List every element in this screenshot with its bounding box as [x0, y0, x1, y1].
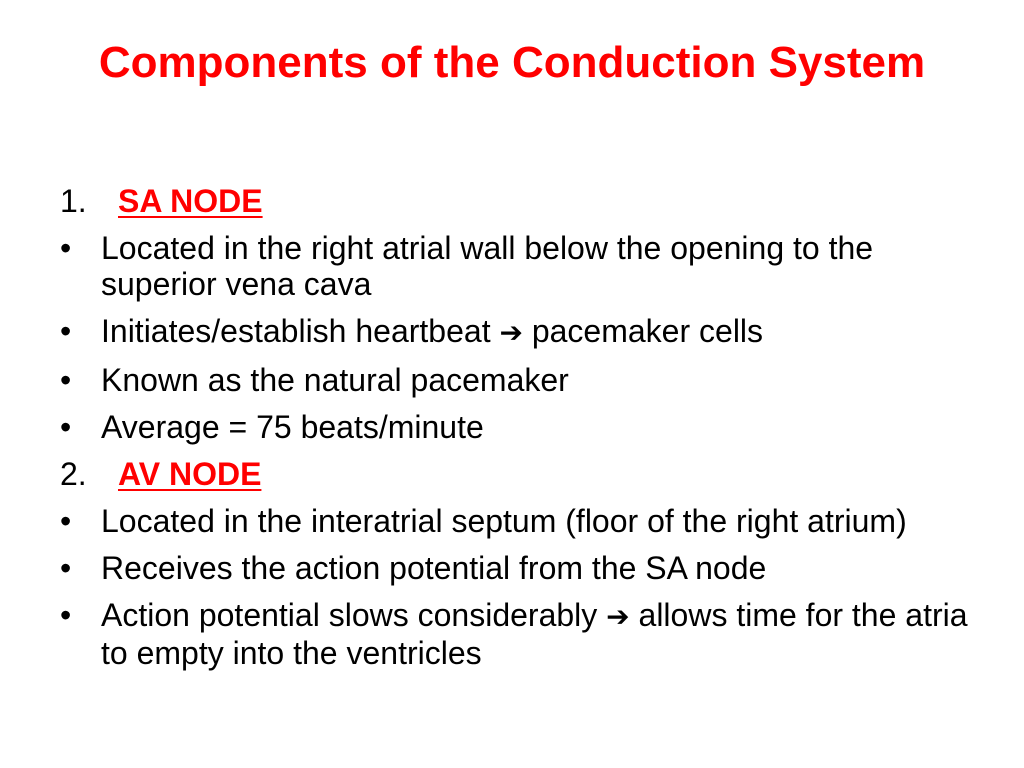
bullet-glyph: • — [60, 409, 72, 445]
bullet-item — [60, 362, 980, 398]
bullet-text — [101, 597, 980, 671]
right-arrow-icon: ➔ — [499, 316, 523, 349]
bullet-text-part: Action potential slows considerably — [101, 597, 598, 633]
bullet-glyph: • — [60, 503, 72, 539]
bullet-item — [60, 550, 980, 586]
bullet-item — [60, 313, 980, 351]
slide-title: Components of the Conduction System — [98, 38, 926, 87]
section-title: AV NODE — [118, 456, 262, 492]
bullet-item — [60, 503, 980, 539]
bullet-item — [60, 409, 980, 445]
bullet-text-part: pacemaker cells — [531, 313, 764, 349]
right-arrow-icon: ➔ — [606, 600, 630, 633]
bullet-text — [101, 313, 980, 351]
bullet-text: Average = 75 beats/minute — [101, 409, 484, 445]
section-heading-sa-node — [60, 183, 980, 219]
slide-body — [60, 183, 980, 682]
bullet-glyph: • — [60, 230, 72, 266]
section-number: 2. — [60, 456, 87, 492]
bullet-item — [60, 230, 980, 302]
bullet-glyph: • — [60, 550, 72, 586]
bullet-glyph: • — [60, 597, 72, 633]
bullet-glyph: • — [60, 313, 72, 349]
section-number: 1. — [60, 183, 87, 219]
bullet-text: Located in the interatrial septum (floor of the right atrium) — [101, 503, 907, 539]
bullet-text-part: Initiates/establish heartbeat — [101, 313, 491, 349]
section-heading-av-node — [60, 456, 980, 492]
bullet-text: Located in the right atrial wall below the opening to the superior vena cava — [101, 230, 874, 302]
bullet-glyph: • — [60, 362, 72, 398]
bullet-item — [60, 597, 980, 671]
bullet-text: Receives the action potential from the SA node — [101, 550, 767, 586]
bullet-text-part: allows time for the atria to empty into the ventricles — [101, 597, 968, 671]
bullet-text: Known as the natural pacemaker — [101, 362, 569, 398]
section-title: SA NODE — [118, 183, 263, 219]
